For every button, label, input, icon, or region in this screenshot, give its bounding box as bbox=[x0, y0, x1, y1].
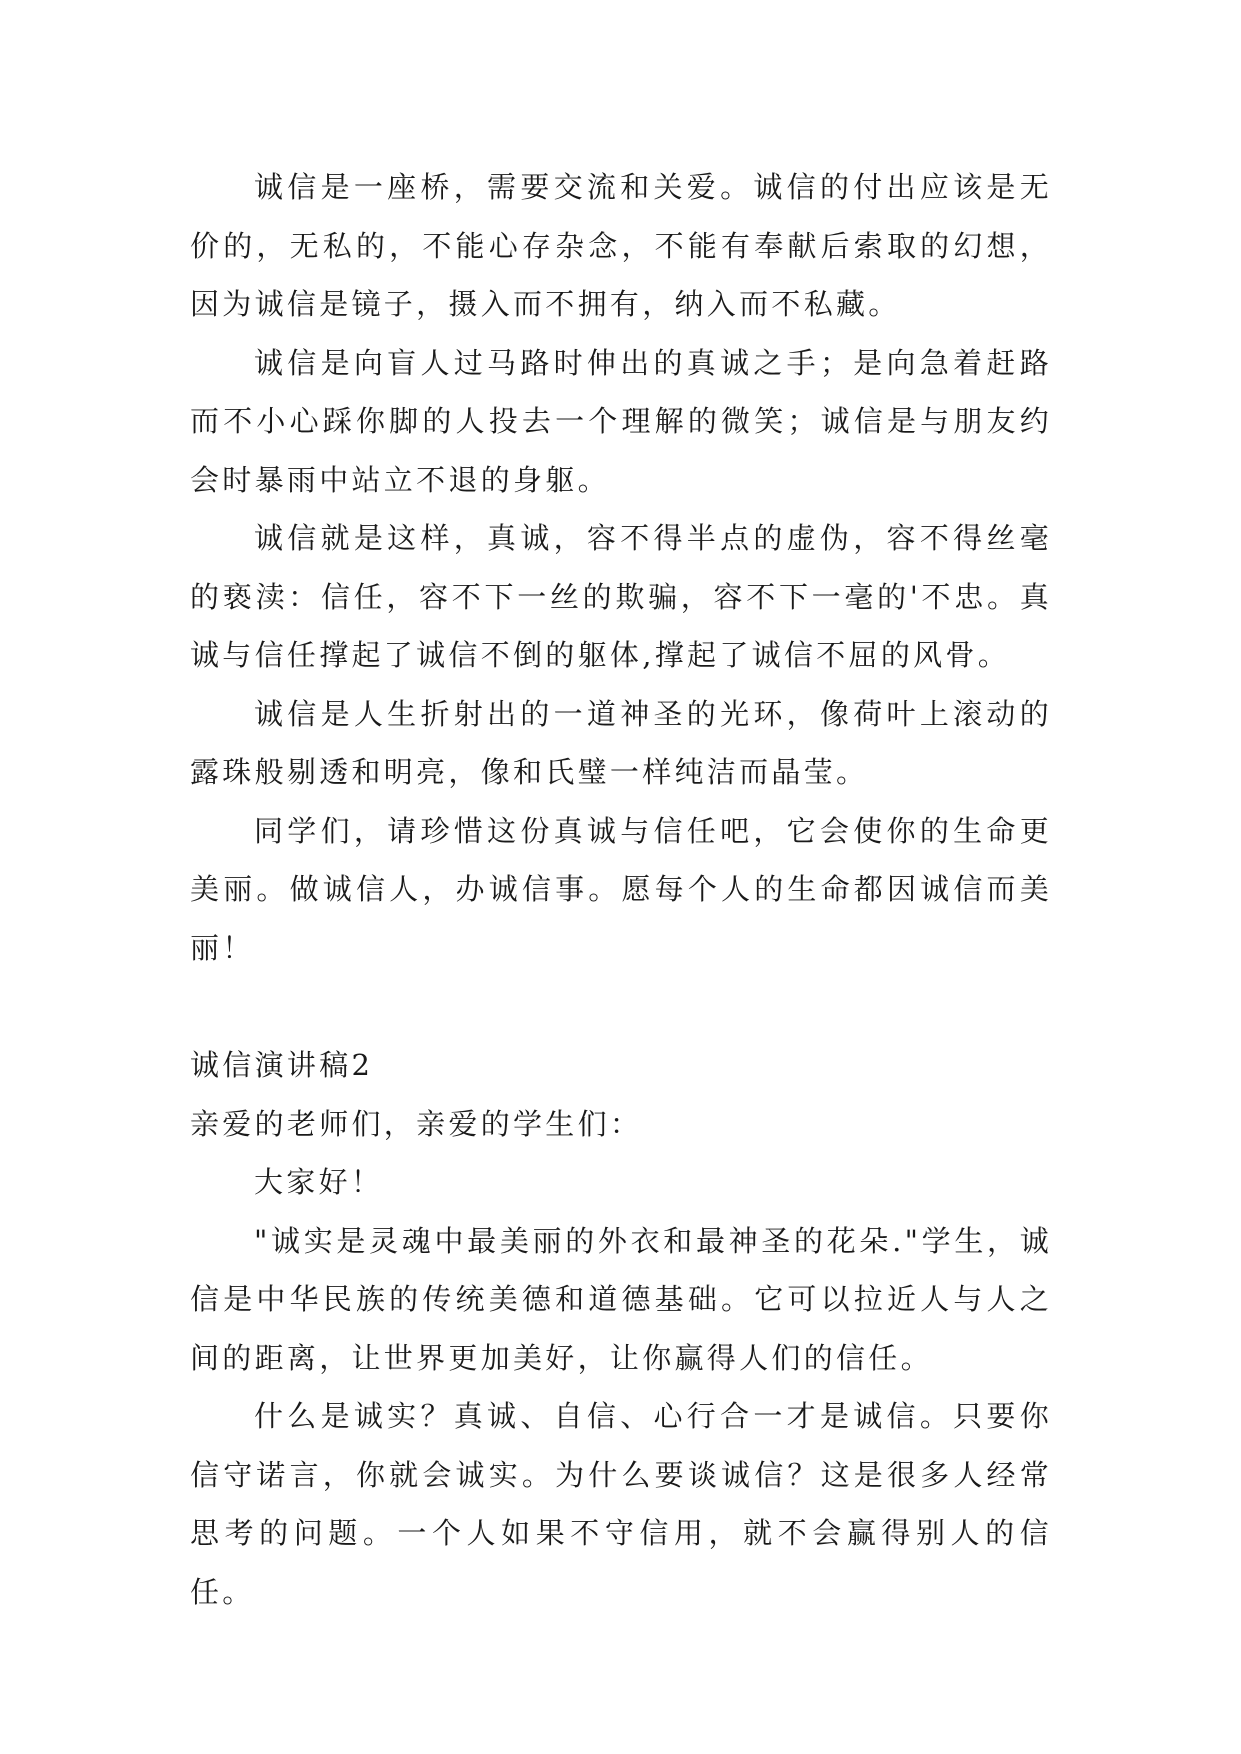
body-paragraph: "诚实是灵魂中最美丽的外衣和最神圣的花朵."学生，诚信是中华民族的传统美德和道德基础。它可以拉近人与人之间的距离，让世界更加美好，让你赢得人们的信任。 bbox=[190, 1223, 1052, 1375]
document-page bbox=[190, 158, 1052, 1621]
body-paragraph: 诚信就是这样，真诚，容不得半点的虚伪，容不得丝毫的亵渎：信任，容不下一丝的欺骗，容不下一毫的'不忠。真诚与信任撑起了诚信不倒的躯体,撑起了诚信不屈的风骨。 bbox=[190, 521, 1052, 672]
greeting: 大家好！ bbox=[254, 1165, 384, 1199]
body-paragraph: 诚信是向盲人过马路时伸出的真诚之手；是向急着赶路而不小心踩你脚的人投去一个理解的微笑；诚信是与朋友约会时暴雨中站立不退的身躯。 bbox=[190, 345, 1052, 497]
body-paragraph: 诚信是人生折射出的一道神圣的光环，像荷叶上滚动的露珠般剔透和明亮，像和氏璧一样纯洁而晶莹。 bbox=[190, 696, 1052, 789]
body-paragraph: 同学们，请珍惜这份真诚与信任吧，它会使你的生命更美丽。做诚信人，办诚信事。愿每个人的生命都因诚信而美丽！ bbox=[190, 813, 1052, 965]
body-paragraph: 诚信是一座桥，需要交流和关爱。诚信的付出应该是无价的，无私的，不能心存杂念，不能有奉献后索取的幻想，因为诚信是镜子，摄入而不拥有，纳入而不私藏。 bbox=[190, 170, 1052, 321]
body-paragraph: 什么是诚实？真诚、自信、心行合一才是诚信。只要你信守诺言，你就会诚实。为什么要谈诚信？这是很多人经常思考的问题。一个人如果不守信用，就不会赢得别人的信任。 bbox=[190, 1399, 1052, 1609]
section-title: 诚信演讲稿2 bbox=[190, 1048, 374, 1082]
section-spacer bbox=[190, 977, 1052, 1036]
salutation: 亲爱的老师们，亲爱的学生们： bbox=[190, 1106, 643, 1141]
